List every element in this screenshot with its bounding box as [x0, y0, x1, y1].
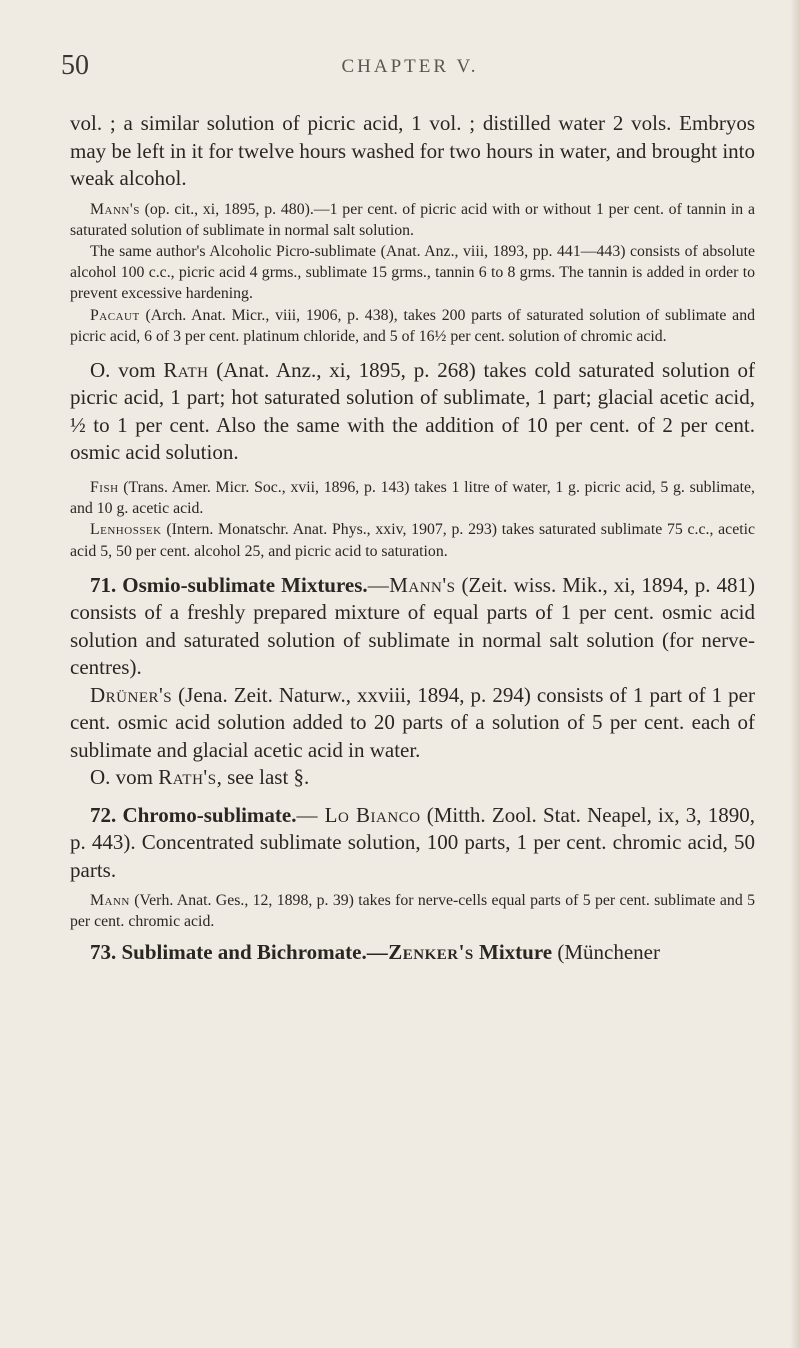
section-71-osmio-sublimate	[70, 572, 755, 682]
author-name: Rath's	[158, 765, 217, 790]
paragraph-text: , see last §.	[216, 765, 310, 790]
paragraph-vom-rath	[70, 357, 755, 467]
paragraph-text: (Jena. Zeit. Naturw., xxviii, 1894, p. 294) consists of 1 part of 1 per cent. osmic acid solution added to 20 parts of a solution of 5 per cent. each of sublimate and glacial acetic acid in water.	[70, 682, 755, 762]
paragraph-text: (Münchener	[552, 939, 660, 964]
body-text	[70, 110, 755, 966]
paragraph-mann-chromo	[70, 890, 755, 932]
paragraph-pacaut	[70, 305, 755, 347]
author-name: Fish	[90, 478, 119, 496]
paragraph-lenhossek	[70, 519, 755, 561]
paragraph-continuation	[70, 110, 755, 193]
section-heading: 73. Sublimate and Bichromate.	[90, 939, 367, 964]
section-72-chromo-sublimate	[70, 802, 755, 885]
page-content	[61, 0, 756, 1348]
page-edge-shadow	[790, 0, 800, 1348]
author-name: Mann	[90, 892, 130, 910]
page-number: 50	[61, 50, 89, 81]
author-name: Rath	[163, 357, 209, 382]
section-heading: 72. Chromo-sublimate.	[90, 802, 297, 827]
paragraph-text: (op. cit., xi, 1895, p. 480).—1 per cent. of picric acid with or without 1 per cent. of tannin in a saturated solution of sublimate in normal salt solution.	[70, 200, 755, 239]
author-name: Lenhossek	[90, 521, 162, 539]
paragraph-text: (Verh. Anat. Ges., 12, 1898, p. 39) takes for nerve-cells equal parts of 5 per cent. sublimate and 5 per cent. chromic acid.	[70, 892, 755, 931]
page-header	[61, 50, 750, 90]
author-prefix: O. vom	[90, 357, 164, 382]
author-name: Pacaut	[90, 306, 140, 324]
section-73-sublimate-bichromate	[70, 939, 755, 967]
author-name: —Mann's	[367, 572, 456, 597]
paragraph-fish	[70, 477, 755, 519]
paragraph-text: (Zeit. wiss. Mik., xi, 1894, p. 481) consists of a freshly prepared mixture of equal parts of 1 per cent. osmic acid solution and saturated solution of sublimate in normal salt solution (for nerve-centres).	[70, 572, 755, 680]
paragraph-alcoholic-picro-sublimate	[70, 241, 755, 305]
paragraph-text: (Mitth. Zool. Stat. Neapel, ix, 3, 1890, p. 443). Concentrated sublimate solution, 100 parts, 1 per cent. chromic acid, 50 parts.	[70, 802, 756, 882]
paragraph-text: (Trans. Amer. Micr. Soc., xvii, 1896, p. 143) takes 1 litre of water, 1 g. picric acid, 5 g. sublimate, and 10 g. acetic acid.	[70, 478, 755, 518]
paragraph-text: The same author's Alcoholic Picro-sublimate (Anat. Anz., viii, 1893, pp. 441—443) consists of absolute alcohol 100 c.c., picric acid 4 grms., sublimate 15 grms., tannin 6 to 8 grms. The tannin is added in order to prevent excessive hardening.	[70, 242, 755, 303]
author-name: Mann's	[90, 200, 140, 218]
paragraph-text: vol. ; a similar solution of picric acid, 1 vol. ; distilled water 2 vols. Embryos may be left in it for twelve hours washed for two hours in water, and brought into weak alcohol.	[70, 111, 755, 190]
author-name: Drüner's	[90, 682, 173, 707]
paragraph-mann-picro	[70, 199, 755, 241]
section-heading: 71. Osmio-sublimate Mixtures.	[90, 572, 368, 597]
paragraph-text: (Anat. Anz., xi, 1895, p. 268) takes cold saturated solution of picric acid, 1 part; hot saturated solution of sublimate, 1 part; glacial acetic acid, ½ to 1 per cent. Also the same with the addition of 10 per cent. of 2 per cent. osmic acid solution.	[70, 357, 755, 465]
author-name: —Zenker's	[366, 939, 474, 964]
paragraph-vom-rath-ref	[70, 764, 755, 792]
running-head: CHAPTER V.	[341, 56, 479, 77]
section-heading: Mixture	[473, 939, 553, 964]
paragraph-text: (Arch. Anat. Micr., viii, 1906, p. 438), takes 200 parts of saturated solution of sublimate and picric acid, 6 of 3 per cent. platinum chloride, and 5 of 16½ per cent. solution of chromic acid.	[70, 306, 755, 345]
author-name: — Lo Bianco	[296, 802, 421, 827]
paragraph-druner	[70, 682, 755, 765]
paragraph-text: (Intern. Monatschr. Anat. Phys., xxiv, 1907, p. 293) takes saturated sublimate 75 c.c., acetic acid 5, 50 per cent. alcohol 25, and picric acid to saturation.	[70, 521, 755, 560]
author-prefix: O. vom	[90, 765, 159, 790]
